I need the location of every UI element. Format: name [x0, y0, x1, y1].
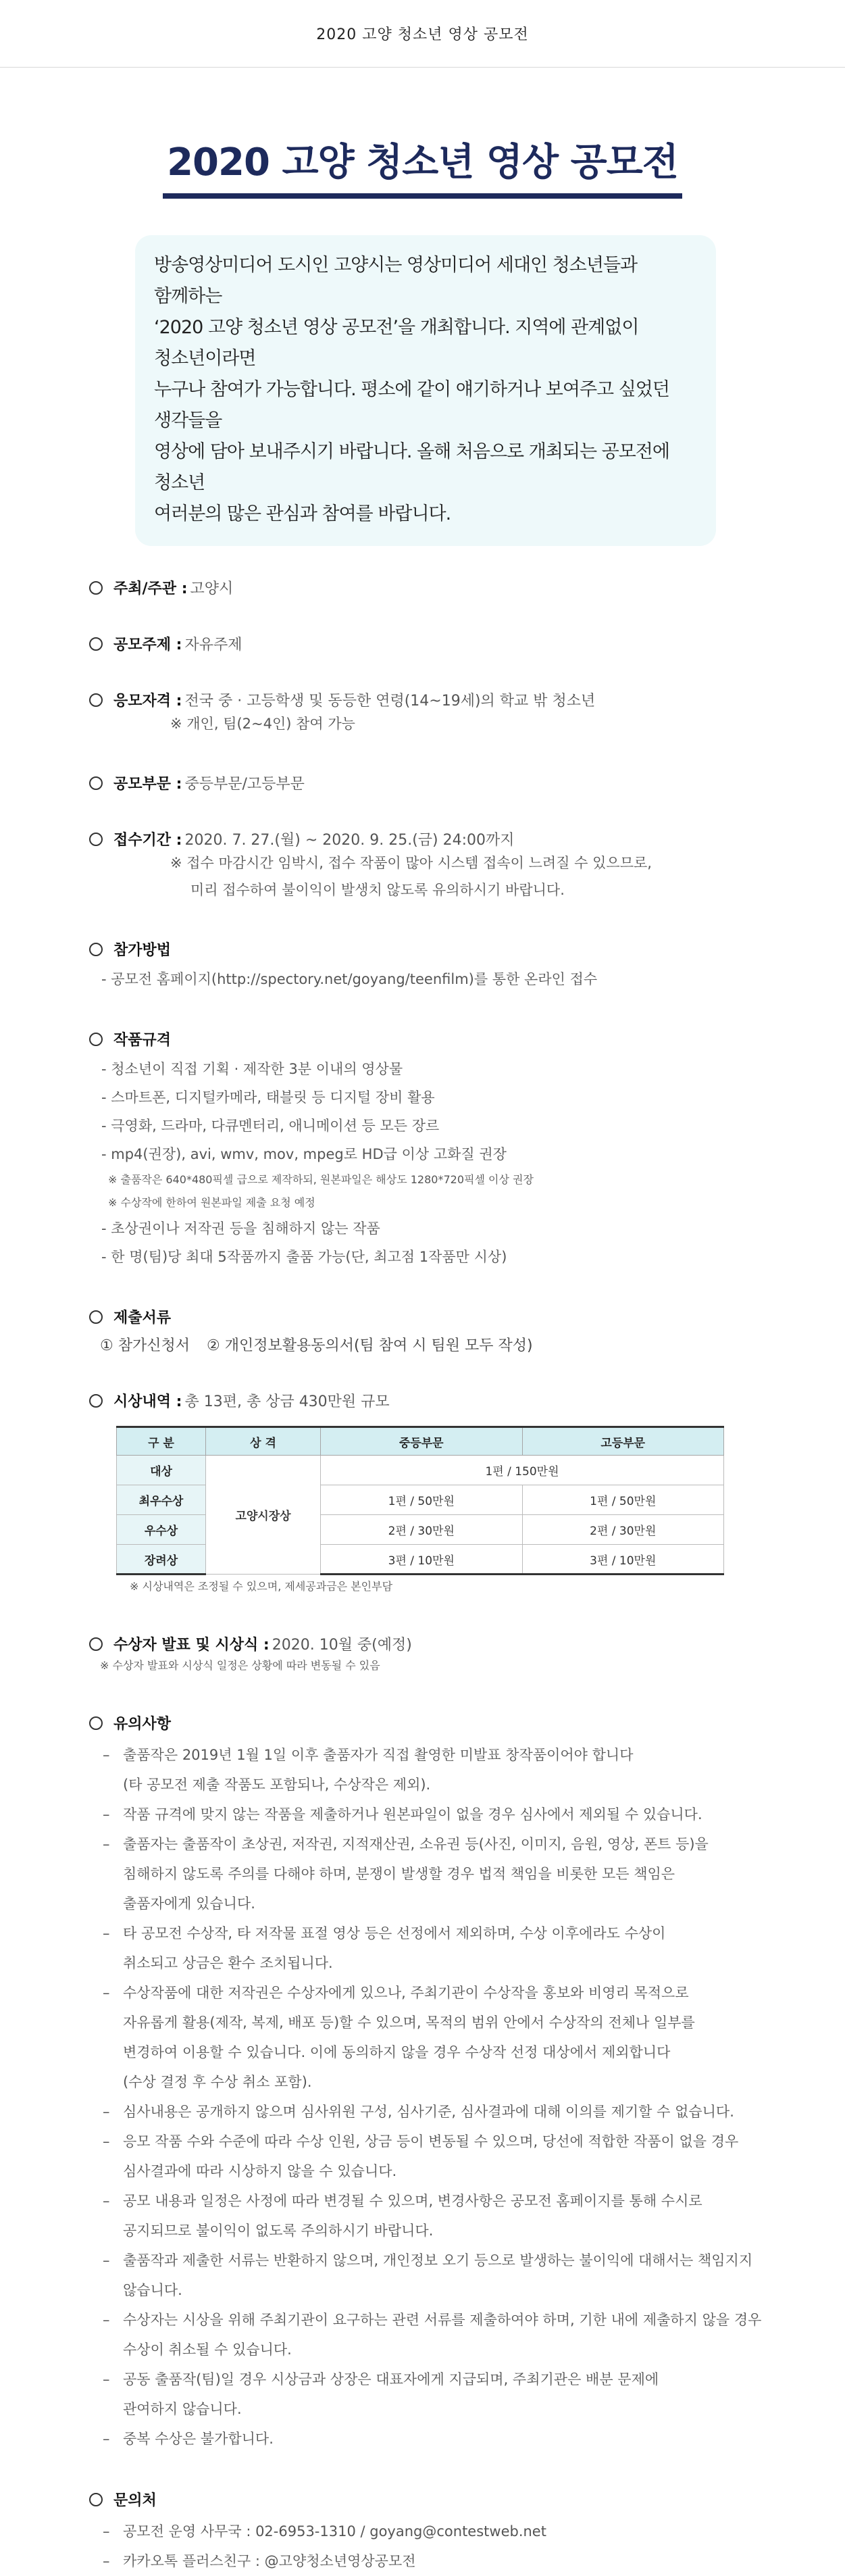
circle-bullet-icon: [89, 1310, 103, 1324]
specs-item: - 초상권이나 저작권 등을 침해하지 않는 작품: [101, 1220, 380, 1237]
details: [89, 577, 778, 2576]
circle-bullet-icon: [89, 2493, 103, 2506]
circle-bullet-icon: [89, 1637, 103, 1651]
awards-value: 총 13편, 총 상금 430만원 규모: [184, 1393, 390, 1410]
announce-label: 수상자 발표 및 시상식 :: [113, 1637, 270, 1654]
docs-item: ① 참가신청서: [100, 1337, 190, 1354]
method-line: - 공모전 홈페이지(http://spectory.net/goyang/teenfilm)를 통한 온라인 접수: [101, 971, 598, 987]
award-mid-value: 2편 / 30만원: [321, 1515, 523, 1545]
circle-bullet-icon: [89, 943, 103, 956]
awards-table: [116, 1426, 724, 1575]
list-item: (수상 결정 후 수상 취소 포함).: [123, 2074, 312, 2090]
section-host: [89, 577, 778, 598]
top-bar-title: 2020 고양 청소년 영상 공모전: [316, 26, 529, 43]
award-category: 최우수상: [117, 1485, 206, 1515]
specs-item: - 스마트폰, 디지털카메라, 태블릿 등 디지털 장비 활용: [101, 1089, 435, 1106]
theme-label: 공모주제 :: [113, 637, 182, 653]
page-title: 2020 고양 청소년 영상 공모전: [163, 132, 682, 199]
period-note: 미리 접수하여 불이익이 발생치 않도록 유의하시기 바랍니다.: [190, 882, 565, 898]
period-note: ※ 접수 마감시간 임박시, 접수 작품이 많아 시스템 접속이 느려질 수 있으므로,: [170, 855, 652, 871]
contact-line: – 공모전 운영 사무국 : 02-6953-1310 / goyang@contestweb.net: [103, 2523, 546, 2540]
awards-note: ※ 시상내역은 조정될 수 있으며, 제세공과금은 본인부담: [130, 1580, 393, 1593]
circle-bullet-icon: [89, 1716, 103, 1730]
docs-label: 제출서류: [113, 1310, 172, 1327]
list-item: – 중복 수상은 불가합니다.: [103, 2431, 274, 2447]
contact-line: – 카카오톡 플러스친구 : @고양청소년영상공모전: [103, 2553, 416, 2569]
contact-list: [89, 2517, 778, 2576]
list-item: – 출품작과 제출한 서류는 반환하지 않으며, 개인정보 오기 등으로 발생하는 불이익에 대해서는 책임지지: [103, 2252, 753, 2269]
list-item: – 출품자는 출품작이 초상권, 저작권, 지적재산권, 소유권 등(사진, 이미지, 음원, 영상, 폰트 등)을: [103, 1836, 709, 1852]
section-method: [89, 939, 778, 993]
circle-bullet-icon: [89, 1033, 103, 1046]
specs-note: ※ 수상작에 한하여 원본파일 제출 요청 예정: [108, 1196, 315, 1209]
period-value: 2020. 7. 27.(월) ~ 2020. 9. 25.(금) 24:00까지: [184, 832, 515, 849]
circle-bullet-icon: [89, 637, 103, 651]
list-item: 자유롭게 활용(제작, 복제, 배포 등)할 수 있으며, 목적의 범위 안에서 수상작의 전체나 일부를: [123, 2014, 695, 2031]
division-value: 중등부문/고등부문: [184, 776, 305, 793]
notice-list: [89, 1740, 778, 2454]
list-item: 않습니다.: [123, 2282, 182, 2298]
section-awards: [89, 1390, 778, 1598]
intro-line: ‘2020 고양 청소년 영상 공모전’을 개최합니다. 지역에 관계없이 청소년이라면: [154, 317, 639, 369]
section-specs: [89, 1029, 778, 1271]
intro-box: [135, 235, 716, 546]
hero: [0, 132, 845, 199]
list-item: – 응모 작품 수와 수준에 따라 수상 인원, 상금 등이 변동될 수 있으며, 당선에 적합한 작품이 없을 경우: [103, 2133, 739, 2150]
list-item: – 심사내용은 공개하지 않으며 심사위원 구성, 심사기준, 심사결과에 대해 이의를 제기할 수 없습니다.: [103, 2104, 734, 2120]
section-period: [89, 828, 778, 903]
list-item: (타 공모전 제출 작품도 포함되나, 수상작은 제외).: [123, 1777, 431, 1793]
award-category: 장려상: [117, 1545, 206, 1575]
theme-value: 자유주제: [184, 637, 242, 653]
host-value: 고양시: [190, 580, 234, 597]
section-notice: [89, 1712, 778, 2454]
circle-bullet-icon: [89, 1394, 103, 1408]
list-item: 수상이 취소될 수 있습니다.: [123, 2342, 292, 2358]
announce-note: ※ 수상자 발표와 시상식 일정은 상황에 따라 변동될 수 있음: [100, 1659, 380, 1672]
award-category: 대상: [117, 1456, 206, 1485]
intro-line: 방송영상미디어 도시인 고양시는 영상미디어 세대인 청소년들과 함께하는: [154, 255, 638, 307]
specs-item: - mp4(권장), avi, wmv, mov, mpeg로 HD급 이상 고화질 권장: [101, 1146, 507, 1162]
award-mid-value: 1편 / 50만원: [321, 1485, 523, 1515]
list-item: 취소되고 상금은 환수 조치됩니다.: [123, 1955, 333, 1971]
list-item: – 작품 규격에 맞지 않는 작품을 제출하거나 원본파일이 없을 경우 심사에서 제외될 수 있습니다.: [103, 1806, 702, 1823]
section-contact: [89, 2489, 778, 2576]
list-item: – 수상작품에 대한 저작권은 수상자에게 있으나, 주최기관이 수상작을 홍보와 비영리 목적으로: [103, 1985, 689, 2001]
specs-item: - 극영화, 드라마, 다큐멘터리, 애니메이션 등 모든 장르: [101, 1118, 440, 1134]
eligibility-label: 응모자격 :: [113, 693, 182, 710]
specs-item: - 한 명(팀)당 최대 5작품까지 출품 가능(단, 최고점 1작품만 시상): [101, 1249, 507, 1265]
circle-bullet-icon: [89, 776, 103, 790]
table-header: 중등부문: [321, 1427, 523, 1456]
table-header: 구 분: [117, 1427, 206, 1456]
award-category: 우수상: [117, 1515, 206, 1545]
circle-bullet-icon: [89, 693, 103, 707]
awards-label: 시상내역 :: [113, 1393, 182, 1410]
section-theme: [89, 633, 778, 654]
intro-line: 여러분의 많은 관심과 참여를 바랍니다.: [154, 503, 451, 524]
top-bar: [0, 0, 845, 68]
specs-item: - 청소년이 직접 기획 · 제작한 3분 이내의 영상물: [101, 1061, 403, 1077]
table-header: 상 격: [206, 1427, 321, 1456]
award-high-value: 2편 / 30만원: [522, 1515, 724, 1545]
specs-note: ※ 출품작은 640*480픽셀 급으로 제작하되, 원본파일은 해상도 1280*720픽셀 이상 권장: [108, 1173, 534, 1186]
list-item: 공지되므로 불이익이 없도록 주의하시기 바랍니다.: [123, 2223, 434, 2239]
division-label: 공모부문 :: [113, 776, 182, 793]
award-grade: 고양시장상: [206, 1456, 321, 1575]
list-item: 심사결과에 따라 시상하지 않을 수 있습니다.: [123, 2163, 397, 2179]
section-announce: [89, 1633, 778, 1677]
list-item: – 공동 출품작(팀)일 경우 시상금과 상장은 대표자에게 지급되며, 주최기관은 배분 문제에: [103, 2371, 659, 2387]
list-item: 침해하지 않도록 주의를 다해야 하며, 분쟁이 발생할 경우 법적 책임을 비롯한 모든 책임은: [123, 1866, 675, 1882]
period-label: 접수기간 :: [113, 832, 182, 849]
list-item: – 수상자는 시상을 위해 주최기관이 요구하는 관련 서류를 제출하여야 하며, 기한 내에 제출하지 않을 경우: [103, 2312, 762, 2328]
award-high-value: 1편 / 50만원: [522, 1485, 724, 1515]
list-item: 출품자에게 있습니다.: [123, 1896, 255, 1912]
eligibility-note: ※ 개인, 팀(2~4인) 참여 가능: [170, 716, 355, 732]
list-item: – 출품작은 2019년 1월 1일 이후 출품자가 직접 촬영한 미발표 창작품이어야 합니다: [103, 1747, 634, 1763]
award-merged-value: 1편 / 150만원: [321, 1456, 724, 1485]
list-item: – 타 공모전 수상작, 타 저작물 표절 영상 등은 선정에서 제외하며, 수상 이후에라도 수상이: [103, 1925, 666, 1941]
notice-label: 유의사항: [113, 1716, 172, 1733]
method-label: 참가방법: [113, 942, 172, 959]
table-header: 고등부문: [522, 1427, 724, 1456]
intro-line: 영상에 담아 보내주시기 바랍니다. 올해 처음으로 개최되는 공모전에 청소년: [154, 441, 669, 493]
contact-label: 문의처: [113, 2492, 157, 2509]
section-division: [89, 772, 778, 793]
award-high-value: 3편 / 10만원: [522, 1545, 724, 1575]
intro-line: 누구나 참여가 가능합니다. 평소에 같이 얘기하거나 보여주고 싶었던 생각들을: [154, 379, 669, 431]
section-docs: [89, 1306, 778, 1355]
eligibility-value: 전국 중 · 고등학생 및 동등한 연령(14~19세)의 학교 밖 청소년: [184, 693, 596, 710]
docs-item: ② 개인정보활용동의서(팀 참여 시 팀원 모두 작성): [206, 1337, 533, 1354]
announce-value: 2020. 10월 중(예정): [272, 1637, 412, 1654]
circle-bullet-icon: [89, 833, 103, 846]
circle-bullet-icon: [89, 581, 103, 595]
award-mid-value: 3편 / 10만원: [321, 1545, 523, 1575]
section-eligibility: [89, 689, 778, 737]
list-item: – 공모 내용과 일정은 사정에 따라 변경될 수 있으며, 변경사항은 공모전 홈페이지를 통해 수시로: [103, 2193, 702, 2209]
list-item: 변경하여 이용할 수 있습니다. 이에 동의하지 않을 경우 수상작 선정 대상에서 제외합니다: [123, 2044, 671, 2060]
specs-label: 작품규격: [113, 1032, 172, 1049]
host-label: 주최/주관 :: [113, 580, 188, 597]
table-row: [117, 1456, 724, 1485]
list-item: 관여하지 않습니다.: [123, 2401, 242, 2417]
